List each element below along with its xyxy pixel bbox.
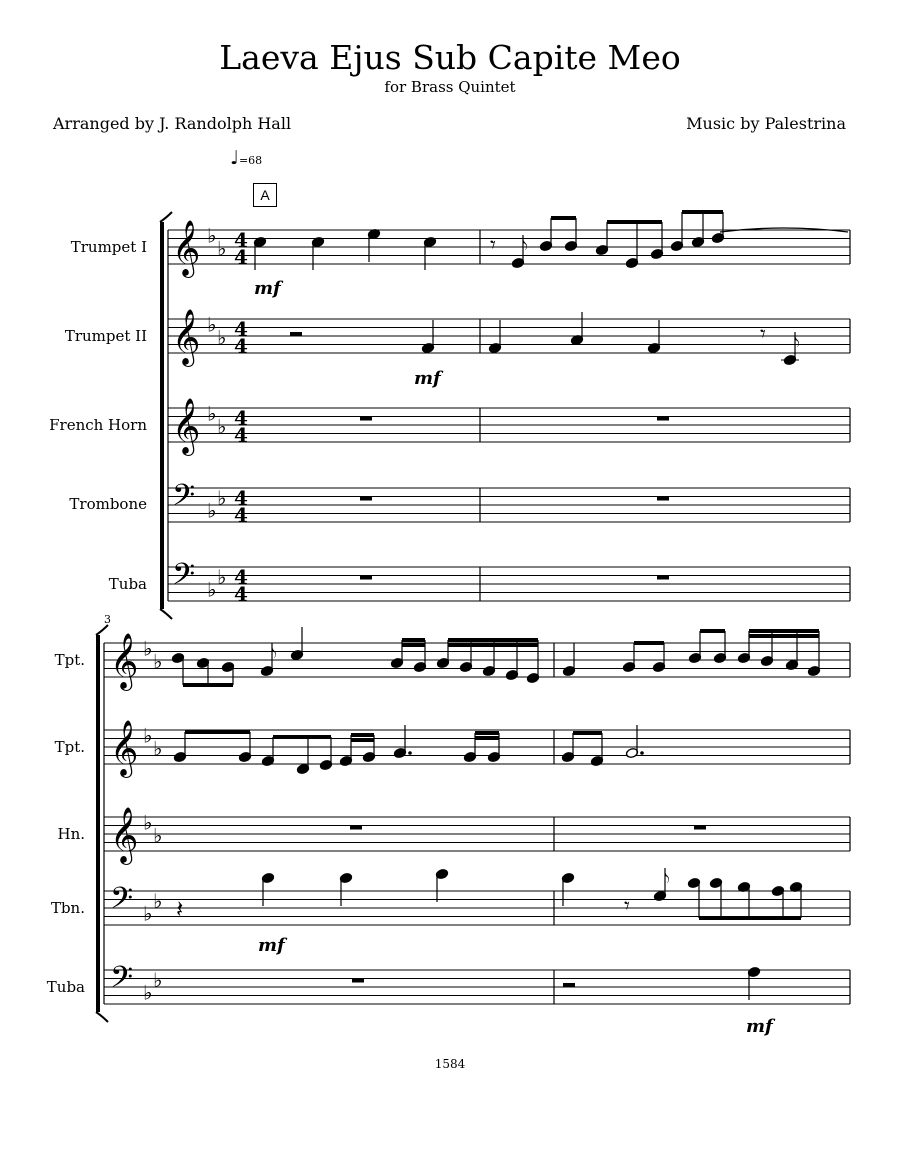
- note: [339, 872, 352, 906]
- quarter-note-icon: ♩: [230, 147, 239, 169]
- instrument-label-tpt-2: Tpt.: [54, 738, 85, 756]
- page-footer: 1584: [434, 1057, 466, 1071]
- system-bracket: [160, 212, 172, 619]
- flat-icon: ♭: [217, 564, 227, 589]
- note: [421, 320, 434, 354]
- flat-icon: ♭: [217, 325, 227, 350]
- whole-rest: [360, 576, 372, 580]
- bass-clef-icon: 𝄢: [110, 882, 134, 923]
- time-signature-bottom: 4: [234, 503, 248, 527]
- bass-clef-icon: 𝄢: [110, 961, 134, 1002]
- flag-icon: 𝅮: [795, 334, 800, 355]
- bass-clef-icon: 𝄢: [172, 479, 196, 520]
- time-signature-bottom: 4: [234, 423, 248, 447]
- score-title: Laeva Ejus Sub Capite Meo: [219, 38, 681, 77]
- bracket-top: [160, 212, 172, 222]
- time-signature-top: 4: [234, 317, 248, 341]
- bracket-bar: [160, 222, 164, 609]
- instrument-label-tuba-2: Tuba: [46, 978, 85, 996]
- eighth-rest-icon: 𝄾: [490, 233, 496, 258]
- augmentation-dot: [640, 751, 644, 755]
- note: [561, 872, 574, 906]
- bass-clef-icon: 𝄢: [172, 558, 196, 599]
- note: [261, 872, 274, 906]
- whole-rest: [350, 826, 362, 830]
- system-bracket: [96, 625, 108, 1022]
- dynamic-marking: mf: [746, 1016, 773, 1037]
- bracket-top: [96, 625, 108, 635]
- eighth-rest-icon: 𝄾: [624, 894, 630, 919]
- instrument-label-trumpet-1: Trumpet I: [70, 238, 147, 256]
- whole-rest: [657, 417, 669, 421]
- instrument-label-tbn: Tbn.: [50, 899, 85, 917]
- flat-icon: ♭: [153, 967, 163, 992]
- flat-icon: ♭: [143, 980, 153, 1005]
- arranger-credit: Arranged by J. Randolph Hall: [53, 114, 292, 133]
- flat-icon: ♭: [217, 236, 227, 261]
- flat-icon: ♭: [207, 401, 217, 426]
- measure-number: 3: [104, 613, 111, 626]
- time-signature-top: 4: [234, 486, 248, 510]
- note: [290, 627, 303, 661]
- staff: [168, 485, 850, 522]
- flat-icon: ♭: [153, 823, 163, 848]
- augmentation-dot: [408, 751, 412, 755]
- bracket-bottom: [160, 609, 172, 619]
- staff: [168, 230, 850, 264]
- flag-icon: 𝅮: [523, 237, 528, 258]
- whole-rest: [352, 979, 364, 983]
- note: [253, 236, 266, 270]
- flat-icon: ♭: [207, 223, 217, 248]
- note: [747, 966, 760, 1000]
- bracket-bottom: [96, 1012, 108, 1022]
- note: [647, 320, 660, 354]
- bracket-bar: [96, 635, 100, 1012]
- whole-rest: [657, 497, 669, 501]
- instrument-label-french-horn: French Horn: [49, 416, 147, 434]
- flat-icon: ♭: [153, 649, 163, 674]
- flat-icon: ♭: [143, 901, 153, 926]
- dotted-half-rest: [563, 983, 575, 987]
- instrument-label-hn: Hn.: [57, 825, 85, 843]
- instrument-label-trombone: Trombone: [69, 495, 147, 513]
- note: [423, 236, 436, 270]
- note: [488, 320, 501, 354]
- treble-clef-icon: 𝄞: [110, 633, 139, 689]
- note: [570, 312, 583, 346]
- dynamic-marking: mf: [414, 368, 441, 389]
- staff: [168, 408, 850, 442]
- flat-icon: ♭: [207, 312, 217, 337]
- instrument-label-trumpet-2: Trumpet II: [64, 327, 147, 345]
- flat-icon: ♭: [207, 577, 217, 602]
- staff: [104, 730, 850, 764]
- staff: [104, 967, 850, 1004]
- flat-icon: ♭: [153, 736, 163, 761]
- flat-icon: ♭: [153, 888, 163, 913]
- flat-icon: ♭: [217, 485, 227, 510]
- score-subtitle: for Brass Quintet: [384, 78, 516, 96]
- time-signature-top: 4: [234, 406, 248, 430]
- treble-clef-icon: 𝄞: [110, 720, 139, 776]
- note: [435, 868, 448, 902]
- note: [653, 868, 669, 902]
- eighth-rest-icon: 𝄾: [760, 322, 766, 347]
- time-signature-bottom: 4: [234, 582, 248, 606]
- flat-icon: ♭: [217, 414, 227, 439]
- dynamic-marking: mf: [254, 278, 281, 299]
- treble-clef-icon: 𝄞: [110, 807, 139, 863]
- note: [781, 332, 800, 366]
- whole-rest: [694, 826, 706, 830]
- whole-rest: [657, 576, 669, 580]
- instrument-label-tuba: Tuba: [108, 575, 147, 593]
- flat-icon: ♭: [143, 723, 153, 748]
- time-signature-bottom: 4: [234, 334, 248, 358]
- instrument-label-tpt-1: Tpt.: [54, 651, 85, 669]
- rehearsal-mark: A: [253, 183, 277, 207]
- flag-icon: 𝅮: [665, 870, 670, 891]
- flat-icon: ♭: [143, 636, 153, 661]
- flag-icon: 𝅮: [272, 645, 277, 666]
- time-signature-top: 4: [234, 228, 248, 252]
- note: [311, 236, 324, 270]
- flat-icon: ♭: [143, 810, 153, 835]
- note: [367, 228, 380, 262]
- dynamic-marking: mf: [258, 935, 285, 956]
- quarter-rest-icon: 𝄽: [176, 895, 184, 923]
- tempo-value: =68: [238, 154, 263, 167]
- time-signature-top: 4: [234, 565, 248, 589]
- treble-clef-icon: 𝄞: [172, 220, 201, 276]
- time-signature-bottom: 4: [234, 245, 248, 269]
- whole-rest: [360, 417, 372, 421]
- flat-icon: ♭: [207, 498, 217, 523]
- composer-credit: Music by Palestrina: [686, 114, 846, 133]
- staff: [104, 817, 850, 851]
- dotted-half-rest: [290, 332, 302, 336]
- whole-rest: [360, 497, 372, 501]
- staff: [168, 564, 850, 601]
- treble-clef-icon: 𝄞: [172, 398, 201, 454]
- staff: [168, 319, 850, 353]
- treble-clef-icon: 𝄞: [172, 309, 201, 365]
